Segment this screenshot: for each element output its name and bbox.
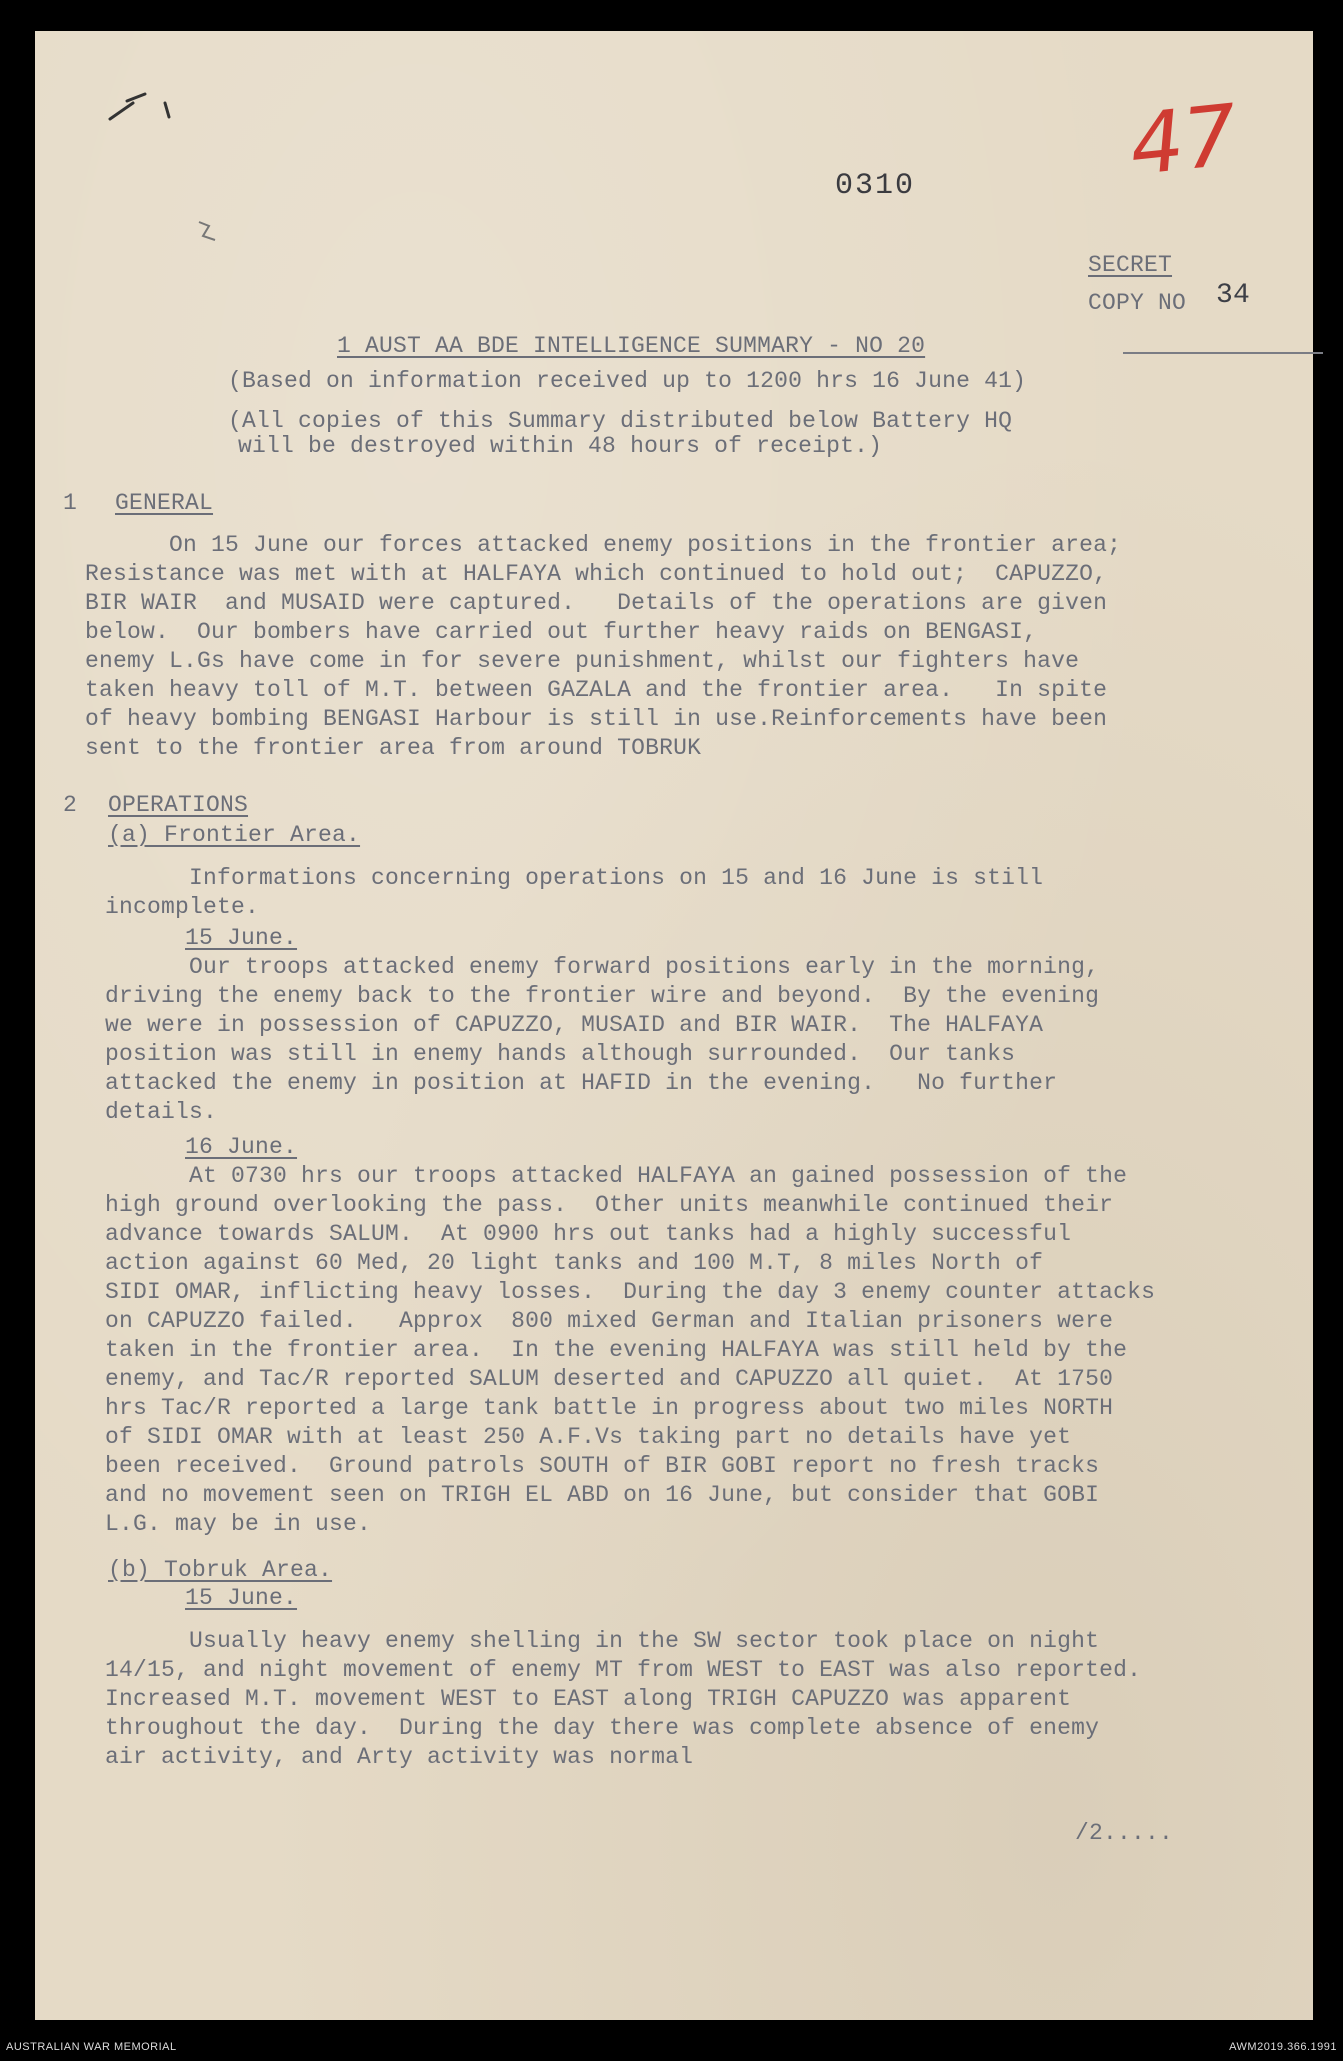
footer-accession-number: AWM2019.366.1991 [1229,2041,1337,2053]
text-line: taken in the frontier area. In the evening HALFAYA was still held by the [105,1337,1128,1363]
classification-marking: SECRET [1088,252,1173,278]
text-line: and no movement seen on TRIGH EL ABD on 16 June, but consider that GOBI [105,1482,1100,1508]
text-line: SIDI OMAR, inflicting heavy losses. During the day 3 enemy counter attacks [105,1279,1156,1305]
text-line: attacked the enemy in position at HAFID in the evening. No further [105,1070,1058,1096]
frontier-16-june-paragraph [105,1162,1155,1539]
text-line: action against 60 Med, 20 light tanks and 100 M.T, 8 miles North of [105,1250,1044,1276]
general-paragraph [85,531,1121,763]
document-title: 1 AUST AA BDE INTELLIGENCE SUMMARY - NO 20 [337,333,926,359]
text-line: below. Our bombers have carried out further heavy raids on BENGASI, [85,619,1038,645]
section-number: 1 [63,490,78,516]
frontier-15-june-paragraph [105,953,1099,1127]
text-line: On 15 June our forces attacked enemy positions in the frontier area; [85,532,1122,558]
section-heading-general: GENERAL [115,490,214,516]
frontier-intro-paragraph [105,864,1043,922]
date-heading-15-june: 15 June. [185,925,298,951]
document-page [35,31,1313,2020]
text-line: enemy L.Gs have come in for severe punishment, whilst our fighters have [85,648,1080,674]
text-line: L.G. may be in use. [105,1511,372,1537]
pen-mark [105,89,175,129]
text-line: on CAPUZZO failed. Approx 800 mixed German and Italian prisoners were [105,1308,1114,1334]
subsection-heading-frontier: (a) Frontier Area. [108,822,361,848]
section-number: 2 [63,792,78,818]
text-line: advance towards SALUM. At 0900 hrs out tanks had a highly successful [105,1221,1072,1247]
document-number: 0310 [835,169,916,203]
text-line: taken heavy toll of M.T. between GAZALA and the frontier area. In spite [85,677,1108,703]
section-heading-operations: OPERATIONS [108,792,249,818]
copy-number: 34 [1216,280,1251,311]
copy-label: COPY NO [1088,290,1187,316]
text-line: BIR WAIR and MUSAID were captured. Details of the operations are given [85,590,1108,616]
text-line: At 0730 hrs our troops attacked HALFAYA an gained possession of the [105,1163,1128,1189]
text-line: air activity, and Arty activity was normal [105,1744,694,1770]
continuation-marker: /2..... [1075,1820,1174,1846]
handwritten-folio-number: 47 [1125,85,1242,195]
distribution-notice-line-1: (All copies of this Summary distributed below Battery HQ [228,408,1013,434]
document-subtitle: (Based on information received up to 1200 hrs 16 June 41) [228,368,1027,394]
text-line: details. [105,1099,218,1125]
distribution-notice-line-2: will be destroyed within 48 hours of receipt.) [238,433,883,459]
text-line: enemy, and Tac/R reported SALUM deserted and CAPUZZO all quiet. At 1750 [105,1366,1114,1392]
copy-number-underline [1123,352,1323,354]
text-line: sent to the frontier area from around TOBRUK [85,735,702,761]
date-heading-16-june: 16 June. [185,1134,298,1160]
text-line: hrs Tac/R reported a large tank battle in progress about two miles NORTH [105,1395,1114,1421]
tobruk-paragraph [105,1627,1141,1772]
text-line: of heavy bombing BENGASI Harbour is still in use.Reinforcements have been [85,706,1108,732]
text-line: incomplete. [105,894,260,920]
text-line: we were in possession of CAPUZZO, MUSAID and BIR WAIR. The HALFAYA [105,1012,1044,1038]
text-line: Increased M.T. movement WEST to EAST along TRIGH CAPUZZO was apparent [105,1686,1072,1712]
text-line: Usually heavy enemy shelling in the SW sector took place on night [105,1628,1100,1654]
pen-mark [193,216,223,246]
text-line: Our troops attacked enemy forward positions early in the morning, [105,954,1100,980]
footer-archive-name: AUSTRALIAN WAR MEMORIAL [6,2041,177,2053]
text-line: Informations concerning operations on 15 and 16 June is still [105,865,1044,891]
text-line: of SIDI OMAR with at least 250 A.F.Vs taking part no details have yet [105,1424,1072,1450]
text-line: driving the enemy back to the frontier wire and beyond. By the evening [105,983,1100,1009]
date-heading-15-june-tobruk: 15 June. [185,1585,298,1611]
text-line: high ground overlooking the pass. Other units meanwhile continued their [105,1192,1114,1218]
subsection-heading-tobruk: (b) Tobruk Area. [108,1557,333,1583]
text-line: position was still in enemy hands although surrounded. Our tanks [105,1041,1016,1067]
text-line: throughout the day. During the day there was complete absence of enemy [105,1715,1100,1741]
text-line: 14/15, and night movement of enemy MT from WEST to EAST was also reported. [105,1657,1142,1683]
text-line: been received. Ground patrols SOUTH of BIR GOBI report no fresh tracks [105,1453,1100,1479]
text-line: Resistance was met with at HALFAYA which continued to hold out; CAPUZZO, [85,561,1108,587]
